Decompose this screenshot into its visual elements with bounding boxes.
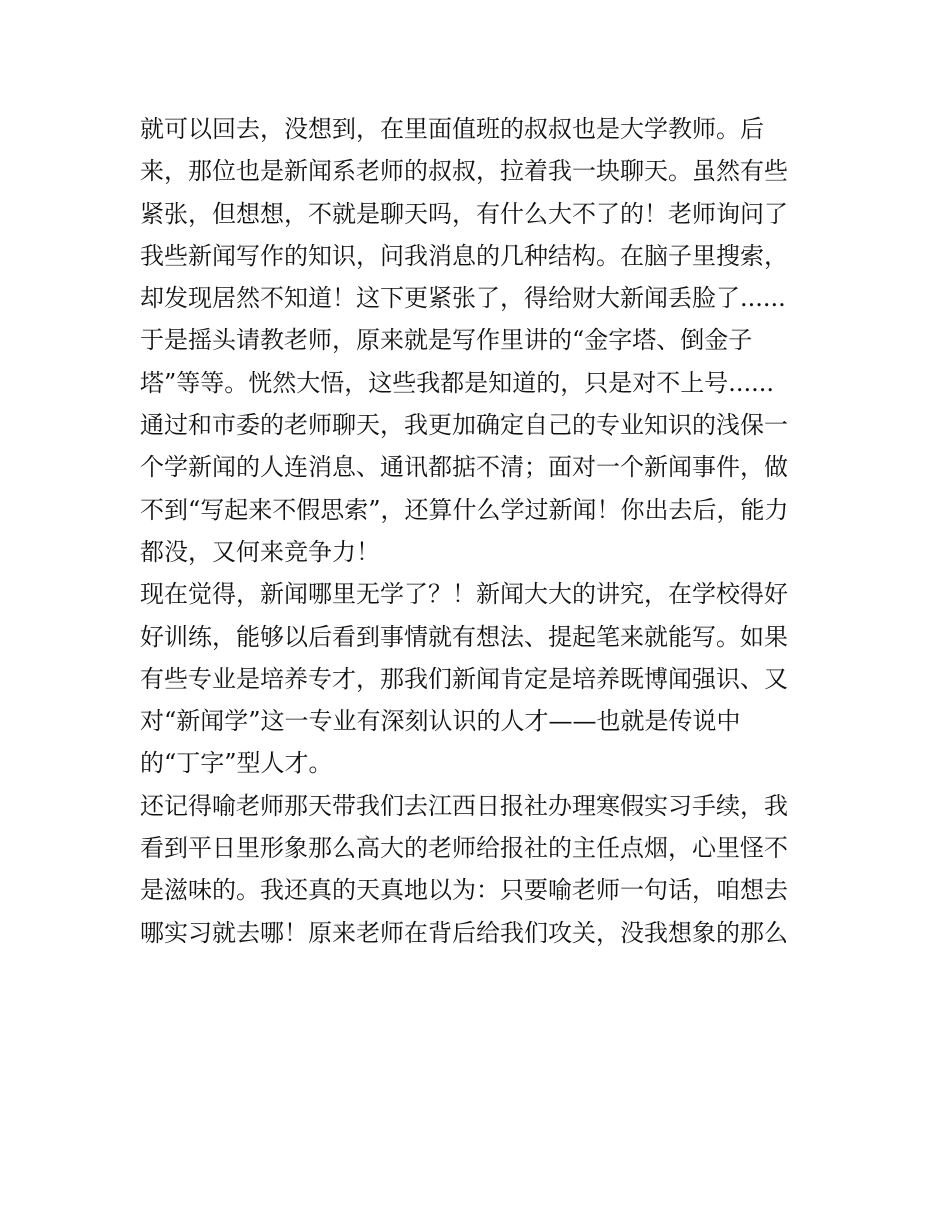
text-line: 现在觉得，新闻哪里无学了？！新闻大大的讲究，在学校得好 — [140, 580, 788, 609]
text-line: 于是摇头请教老师，原来就是写作里讲的“金字塔、倒金子 — [140, 326, 753, 355]
text-line: 的“丁字”型人才。 — [140, 749, 333, 778]
text-line: 我些新闻写作的知识，问我消息的几种结构。在脑子里搜索， — [140, 241, 788, 270]
text-line: 好训练，能够以后看到事情就有想法、提起笔来就能写。如果 — [140, 622, 788, 651]
text-line: 却发现居然不知道！这下更紧张了，得给财大新闻丢脸了...... — [140, 284, 786, 313]
text-line: 对“新闻学”这一专业有深刻认识的人才——也就是传说中 — [140, 707, 741, 736]
text-line: 哪实习就去哪！原来老师在背后给我们攻关，没我想象的那么 — [140, 918, 788, 947]
text-line: 塔”等等。恍然大悟，这些我都是知道的，只是对不上号...... — [140, 368, 775, 397]
text-line: 来，那位也是新闻系老师的叔叔，拉着我一块聊天。虽然有些 — [140, 157, 788, 186]
text-line: 还记得喻老师那天带我们去江西日报社办理寒假实习手续，我 — [140, 791, 788, 820]
text-line: 通过和市委的老师聊天，我更加确定自己的专业知识的浅保一 — [140, 411, 788, 440]
text-line: 个学新闻的人连消息、通讯都掂不清；面对一个新闻事件，做 — [140, 453, 788, 482]
text-line: 就可以回去，没想到，在里面值班的叔叔也是大学教师。后 — [140, 115, 764, 143]
body-text — [140, 108, 840, 954]
text-line: 是滋味的。我还真的天真地以为：只要喻老师一句话，咱想去 — [140, 876, 788, 905]
text-line: 紧张，但想想，不就是聊天吗，有什么大不了的！老师询问了 — [140, 199, 788, 228]
text-line: 有些专业是培养专才，那我们新闻肯定是培养既博闻强识、又 — [140, 664, 788, 693]
text-line: 都没，又何来竞争力！ — [140, 537, 380, 566]
text-line: 不到“写起来不假思索”，还算什么学过新闻！你出去后，能力 — [140, 495, 789, 524]
text-line: 看到平日里形象那么高大的老师给报社的主任点烟，心里怪不 — [140, 834, 788, 863]
